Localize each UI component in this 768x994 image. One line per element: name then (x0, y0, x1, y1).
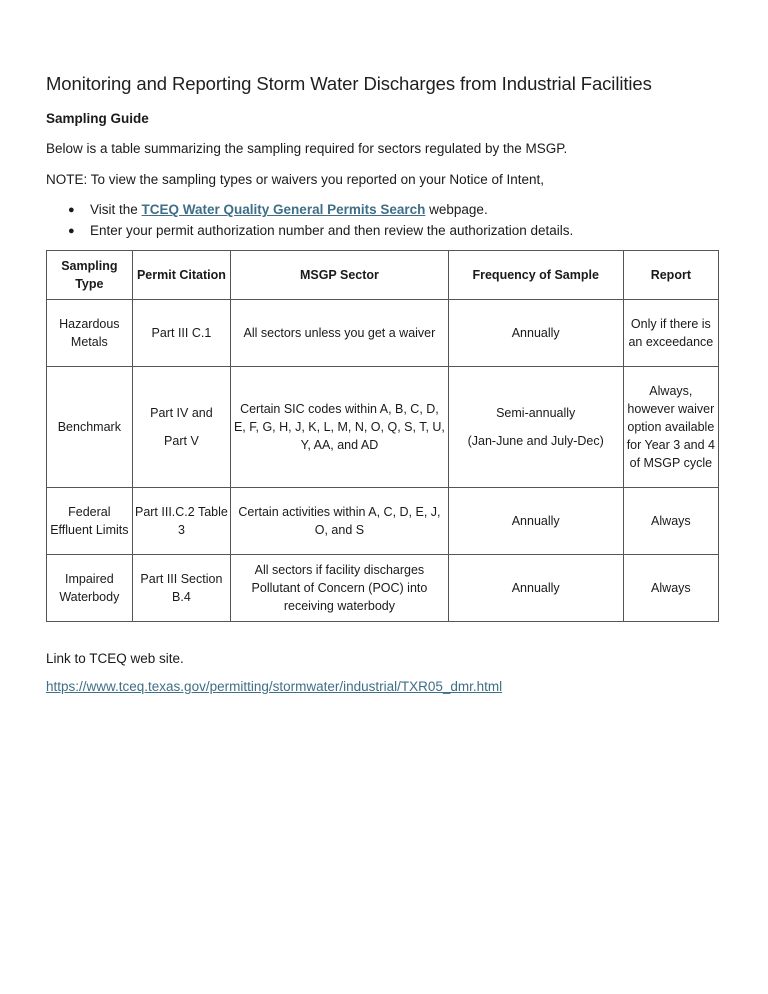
table-row (47, 300, 719, 367)
citation-line-2: Part V (164, 434, 199, 448)
cell-permit-citation (132, 367, 230, 488)
cell-msgp-sector: Certain SIC codes within A, B, C, D, E, F, G, H, J, K, L, M, N, O, Q, S, T, U, Y, AA, and AD (231, 367, 449, 488)
cell-sampling-type: Impaired Waterbody (47, 555, 133, 622)
link-label: Link to TCEQ web site. (46, 651, 184, 666)
cell-sampling-type: Federal Effluent Limits (47, 488, 133, 555)
cell-report: Always (623, 488, 718, 555)
permits-search-link[interactable]: TCEQ Water Quality General Permits Search (141, 202, 426, 217)
cell-frequency: Annually (448, 488, 623, 555)
cell-msgp-sector: All sectors if facility discharges Pollutant of Concern (POC) into receiving waterbody (231, 555, 449, 622)
bullet-icon: ● (68, 225, 75, 237)
cell-permit-citation: Part III C.1 (132, 300, 230, 367)
cell-permit-citation: Part III.C.2 Table 3 (132, 488, 230, 555)
header-msgp-sector: MSGP Sector (231, 251, 449, 300)
step1-prefix: Visit the (90, 202, 142, 217)
cell-sampling-type: Benchmark (47, 367, 133, 488)
cell-msgp-sector: Certain activities within A, C, D, E, J, O, and S (231, 488, 449, 555)
table-row (47, 367, 719, 488)
cell-report: Always, however waiver option available for Year 3 and 4 of MSGP cycle (623, 367, 718, 488)
cell-report: Always (623, 555, 718, 622)
tceq-website-link[interactable]: https://www.tceq.texas.gov/permitting/stormwater/industrial/TXR05_dmr.html (46, 679, 503, 694)
citation-line-1: Part IV and (150, 406, 213, 420)
cell-sampling-type: Hazardous Metals (47, 300, 133, 367)
step1-suffix: webpage. (425, 202, 488, 217)
header-permit-citation: Permit Citation (132, 251, 230, 300)
table-row (47, 488, 719, 555)
list-item (46, 201, 573, 222)
cell-frequency: Annually (448, 555, 623, 622)
header-frequency: Frequency of Sample (448, 251, 623, 300)
list-item (46, 222, 573, 243)
cell-permit-citation: Part III Section B.4 (132, 555, 230, 622)
frequency-note: (Jan-June and July-Dec) (467, 434, 604, 448)
step2-text: Enter your permit authorization number and then review the authorization details. (90, 223, 574, 238)
header-report: Report (623, 251, 718, 300)
page-title: Monitoring and Reporting Storm Water Discharges from Industrial Facilities (46, 73, 652, 94)
cell-report: Only if there is an exceedance (623, 300, 718, 367)
intro-paragraph: Below is a table summarizing the sampling required for sectors regulated by the MSGP. (46, 141, 568, 156)
frequency-value: Semi-annually (496, 406, 576, 420)
table-row (47, 555, 719, 622)
cell-frequency (448, 367, 623, 488)
header-sampling-type: Sampling Type (47, 251, 133, 300)
cell-frequency: Annually (448, 300, 623, 367)
table-header-row (47, 251, 719, 300)
note-paragraph: NOTE: To view the sampling types or waivers you reported on your Notice of Intent, (46, 172, 544, 187)
cell-msgp-sector: All sectors unless you get a waiver (231, 300, 449, 367)
instruction-list (46, 201, 573, 243)
sampling-table (46, 250, 719, 622)
section-heading: Sampling Guide (46, 111, 149, 126)
bullet-icon: ● (68, 204, 75, 216)
